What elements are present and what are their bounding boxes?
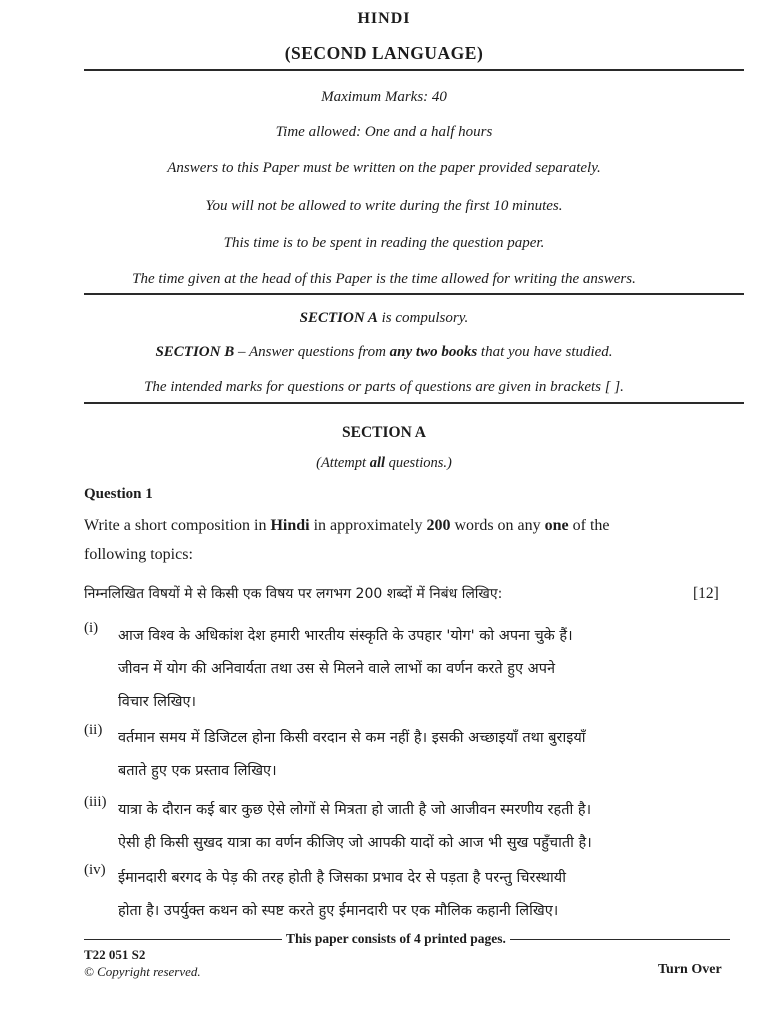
- topic-line: होता है। उपर्युक्त कथन को स्पष्ट करते हुए ईमानदारी पर एक मौलिक कहानी लिखिए।: [118, 903, 559, 919]
- topic-line: ऐसी ही किसी सुखद यात्रा का वर्णन कीजिए जो आपकी यादों को आज भी सुख पहुँचाती है।: [118, 835, 592, 851]
- attempt-post: questions.): [385, 455, 452, 471]
- q-text-1: Write a short composition in: [84, 517, 271, 534]
- q-one-word: one: [544, 517, 569, 534]
- marks-note: The intended marks for questions or parts of questions are given in brackets [ ].: [144, 379, 624, 395]
- reading-time-instruction: This time is to be spent in reading the question paper.: [223, 235, 545, 251]
- paper-code: T22 051 S2: [84, 947, 146, 962]
- question-label: Question 1: [84, 486, 153, 502]
- topic-number: (iii): [84, 794, 107, 810]
- copyright-note: © Copyright reserved.: [84, 964, 201, 979]
- section-b-note-mid: – Answer questions from: [234, 344, 390, 360]
- question-text: [84, 511, 654, 569]
- hindi-instruction: निम्नलिखित विषयों मे से किसी एक विषय पर लगभग 200 शब्दों में निबंध लिखिए:: [84, 586, 503, 602]
- no-write-instruction: You will not be allowed to write during the first 10 minutes.: [205, 198, 563, 214]
- section-a-note-text: is compulsory.: [377, 310, 469, 326]
- section-a-label: SECTION A: [299, 310, 378, 326]
- topic-line: बताते हुए एक प्रस्ताव लिखिए।: [118, 763, 277, 779]
- section-a-heading: SECTION A: [342, 424, 426, 441]
- topic-number: (i): [84, 620, 99, 636]
- turn-over: Turn Over: [658, 962, 722, 977]
- divider: [84, 69, 744, 71]
- pages-note: This paper consists of 4 printed pages.: [282, 931, 510, 947]
- topic-line: जीवन में योग की अनिवार्यता तथा उस से मिलने वाले लाभों का वर्णन करते हुए अपने: [118, 661, 555, 677]
- time-allowed: Time allowed: One and a half hours: [275, 124, 493, 140]
- any-two-books: any two books: [389, 344, 478, 360]
- section-a-note: [0, 310, 768, 327]
- topic-line: वर्तमान समय में डिजिटल होना किसी वरदान से कम नहीं है। इसकी अच्छाइयाँ तथा बुराइयाँ: [118, 730, 586, 746]
- topic-line: ईमानदारी बरगद के पेड़ की तरह होती है जिसका प्रभाव देर से पड़ता है परन्तु चिरस्थायी: [118, 870, 566, 886]
- divider: [84, 402, 744, 404]
- answers-instruction: Answers to this Paper must be written on the paper provided separately.: [167, 160, 601, 176]
- q-hindi-word: Hindi: [270, 517, 310, 534]
- topic-line: आज विश्व के अधिकांश देश हमारी भारतीय संस्कृति के उपहार 'योग' को अपना चुके हैं।: [118, 628, 573, 644]
- q-text-2: in approximately: [309, 517, 427, 534]
- q-text-4: of the: [568, 517, 610, 534]
- section-b-note: [0, 344, 768, 361]
- marks-badge: [12]: [693, 585, 719, 602]
- topic-text: [118, 794, 658, 860]
- section-b-note-end: that you have studied.: [477, 344, 613, 360]
- max-marks: Maximum Marks: 40: [321, 89, 447, 105]
- divider: [84, 293, 744, 295]
- topic-line: यात्रा के दौरान कई बार कुछ ऐसे लोगों से मित्रता हो जाती है जो आजीवन स्मरणीय रहती है।: [118, 802, 592, 818]
- topic-text: [118, 862, 658, 928]
- subject-title: HINDI: [357, 10, 411, 27]
- q-text-line2: following topics:: [84, 546, 193, 563]
- attempt-all: [0, 455, 768, 472]
- topic-text: [118, 620, 658, 719]
- q-word-count: 200: [426, 517, 451, 534]
- topic-text: [118, 722, 658, 788]
- attempt-all-word: all: [369, 455, 385, 471]
- attempt-pre: (Attempt: [316, 455, 370, 471]
- q-text-3: words on any: [450, 517, 545, 534]
- topic-line: विचार लिखिए।: [118, 694, 197, 710]
- section-b-label: SECTION B: [155, 344, 235, 360]
- topic-number: (iv): [84, 862, 106, 878]
- time-head-instruction: The time given at the head of this Paper is the time allowed for writing the answers.: [132, 271, 636, 287]
- language-subtitle: (SECOND LANGUAGE): [284, 43, 484, 63]
- topic-number: (ii): [84, 722, 103, 738]
